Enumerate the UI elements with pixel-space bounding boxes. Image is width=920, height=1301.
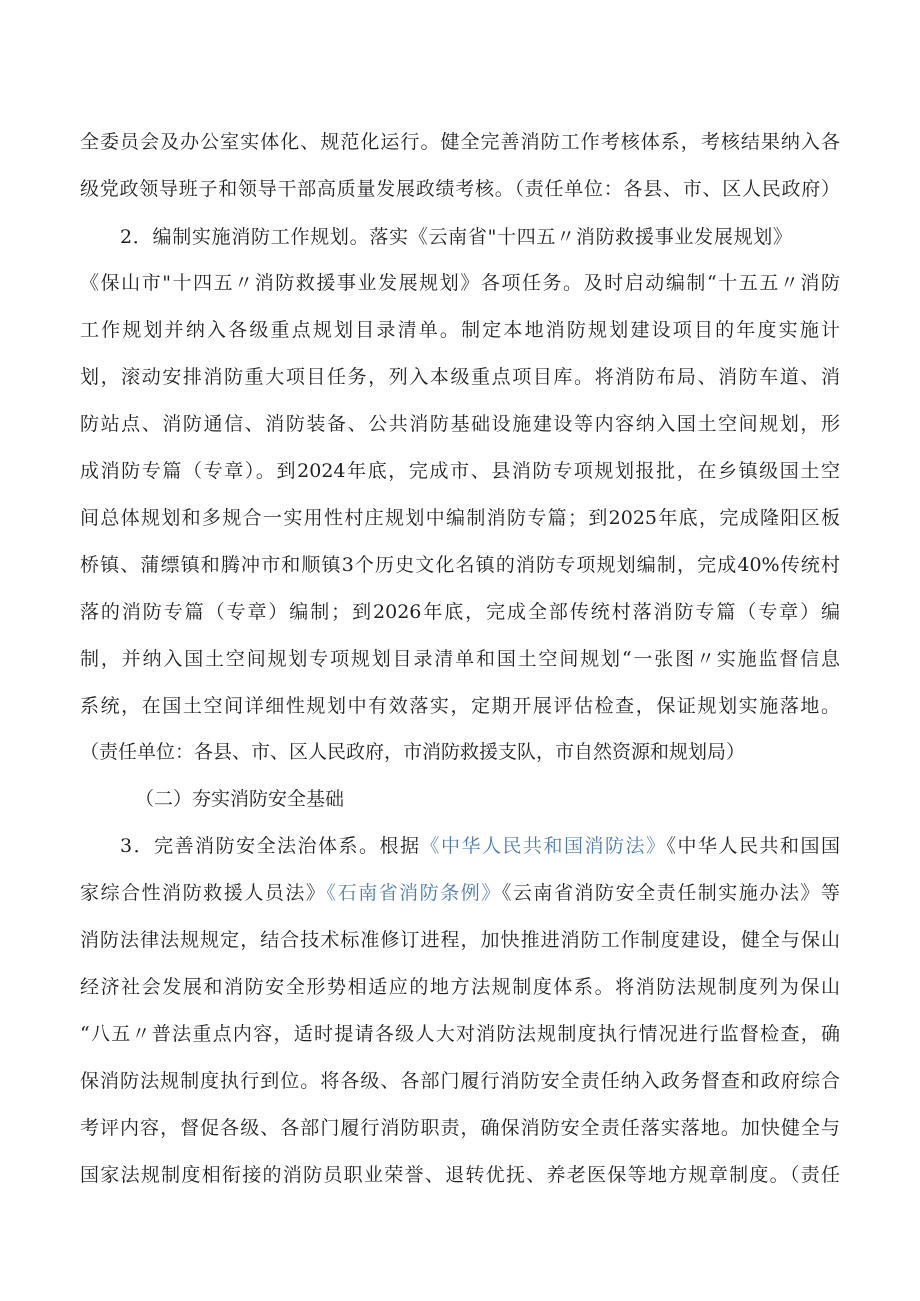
paragraph-line xyxy=(80,881,840,905)
paragraph-line: 消防法律法规规定，结合技术标准修订进程，加快推进消防工作制度建设，健全与保山 xyxy=(80,929,840,951)
paragraph-line: 全委员会及办公室实体化、规范化运行。健全完善消防工作考核体系，考核结果纳入各 xyxy=(80,131,840,153)
paragraph-line: 落的消防专篇（专章）编制；到2026年底，完成全部传统村落消防专篇（专章）编 xyxy=(80,601,840,623)
section-heading: （二）夯实消防安全基础 xyxy=(135,788,345,810)
paragraph-line: “八五〃普法重点内容，适时提请各级人大对消防法规制度执行情况进行监督检查，确 xyxy=(80,1023,840,1045)
line-text: 3．完善消防安全法治体系。根据 xyxy=(120,835,421,857)
paragraph-first-line xyxy=(120,834,840,858)
paragraph-line: 桥镇、蒲缥镇和腾冲市和顺镇3个历史文化名镇的消防专项规划编制，完成40%传统村 xyxy=(80,554,840,576)
paragraph-line: 考评内容，督促各级、各部门履行消防职责，确保消防安全责任落实落地。加快健全与 xyxy=(80,1117,840,1139)
paragraph-line: （责任单位：各县、市、区人民政府，市消防救援支队，市自然资源和规划局） xyxy=(80,741,746,763)
paragraph-line: 系统，在国土空间详细性规划中有效落实，定期开展评估检查，保证规划实施落地。 xyxy=(80,695,840,717)
paragraph-line: 《保山市"十四五〃消防救援事业发展规划》各项任务。及时启动编制“十五五〃消防 xyxy=(80,272,840,294)
paragraph-line: 间总体规划和多规合一实用性村庄规划中编制消防专篇；到2025年底，完成隆阳区板 xyxy=(80,507,840,529)
line-text: 《云南省消防安全责任制实施办法》等 xyxy=(501,882,840,904)
paragraph-line: 制，并纳入国土空间规划专项规划目录清单和国土空间规划“一张图〃实施监督信息 xyxy=(80,648,840,670)
paragraph-line: 国家法规制度相衔接的消防员职业荣誉、退转优抚、养老医保等地方规章制度。（责任 xyxy=(80,1164,840,1186)
law-link[interactable]: 《中华人民共和国消防法》 xyxy=(420,835,667,857)
paragraph-line: 成消防专篇（专章）。到2024年底，完成市、县消防专项规划报批，在乡镇级国土空 xyxy=(80,460,840,482)
line-text: 《中华人民共和国国 xyxy=(666,835,840,857)
paragraph-line: 保消防法规制度执行到位。将各级、各部门履行消防安全责任纳入政务督查和政府综合 xyxy=(80,1070,840,1092)
line-text: 家综合性消防救援人员法》 xyxy=(80,882,327,904)
paragraph-first-line: 2．编制实施消防工作规划。落实《云南省"十四五〃消防救援事业发展规划》 xyxy=(120,226,792,248)
paragraph-line: 划，滚动安排消防重大项目任务，列入本级重点项目库。将消防布局、消防车道、消 xyxy=(80,366,840,388)
paragraph-line: 级党政领导班子和领导干部高质量发展政绩考核。（责任单位：各县、市、区人民政府） xyxy=(80,178,840,200)
paragraph-line: 防站点、消防通信、消防装备、公共消防基础设施建设等内容纳入国土空间规划，形 xyxy=(80,413,840,435)
paragraph-line: 工作规划并纳入各级重点规划目录清单。制定本地消防规划建设项目的年度实施计 xyxy=(80,319,840,341)
regulation-link[interactable]: 《石南省消防条例》 xyxy=(326,882,502,904)
paragraph-line: 经济社会发展和消防安全形势相适应的地方法规制度体系。将消防法规制度列为保山 xyxy=(80,976,840,998)
